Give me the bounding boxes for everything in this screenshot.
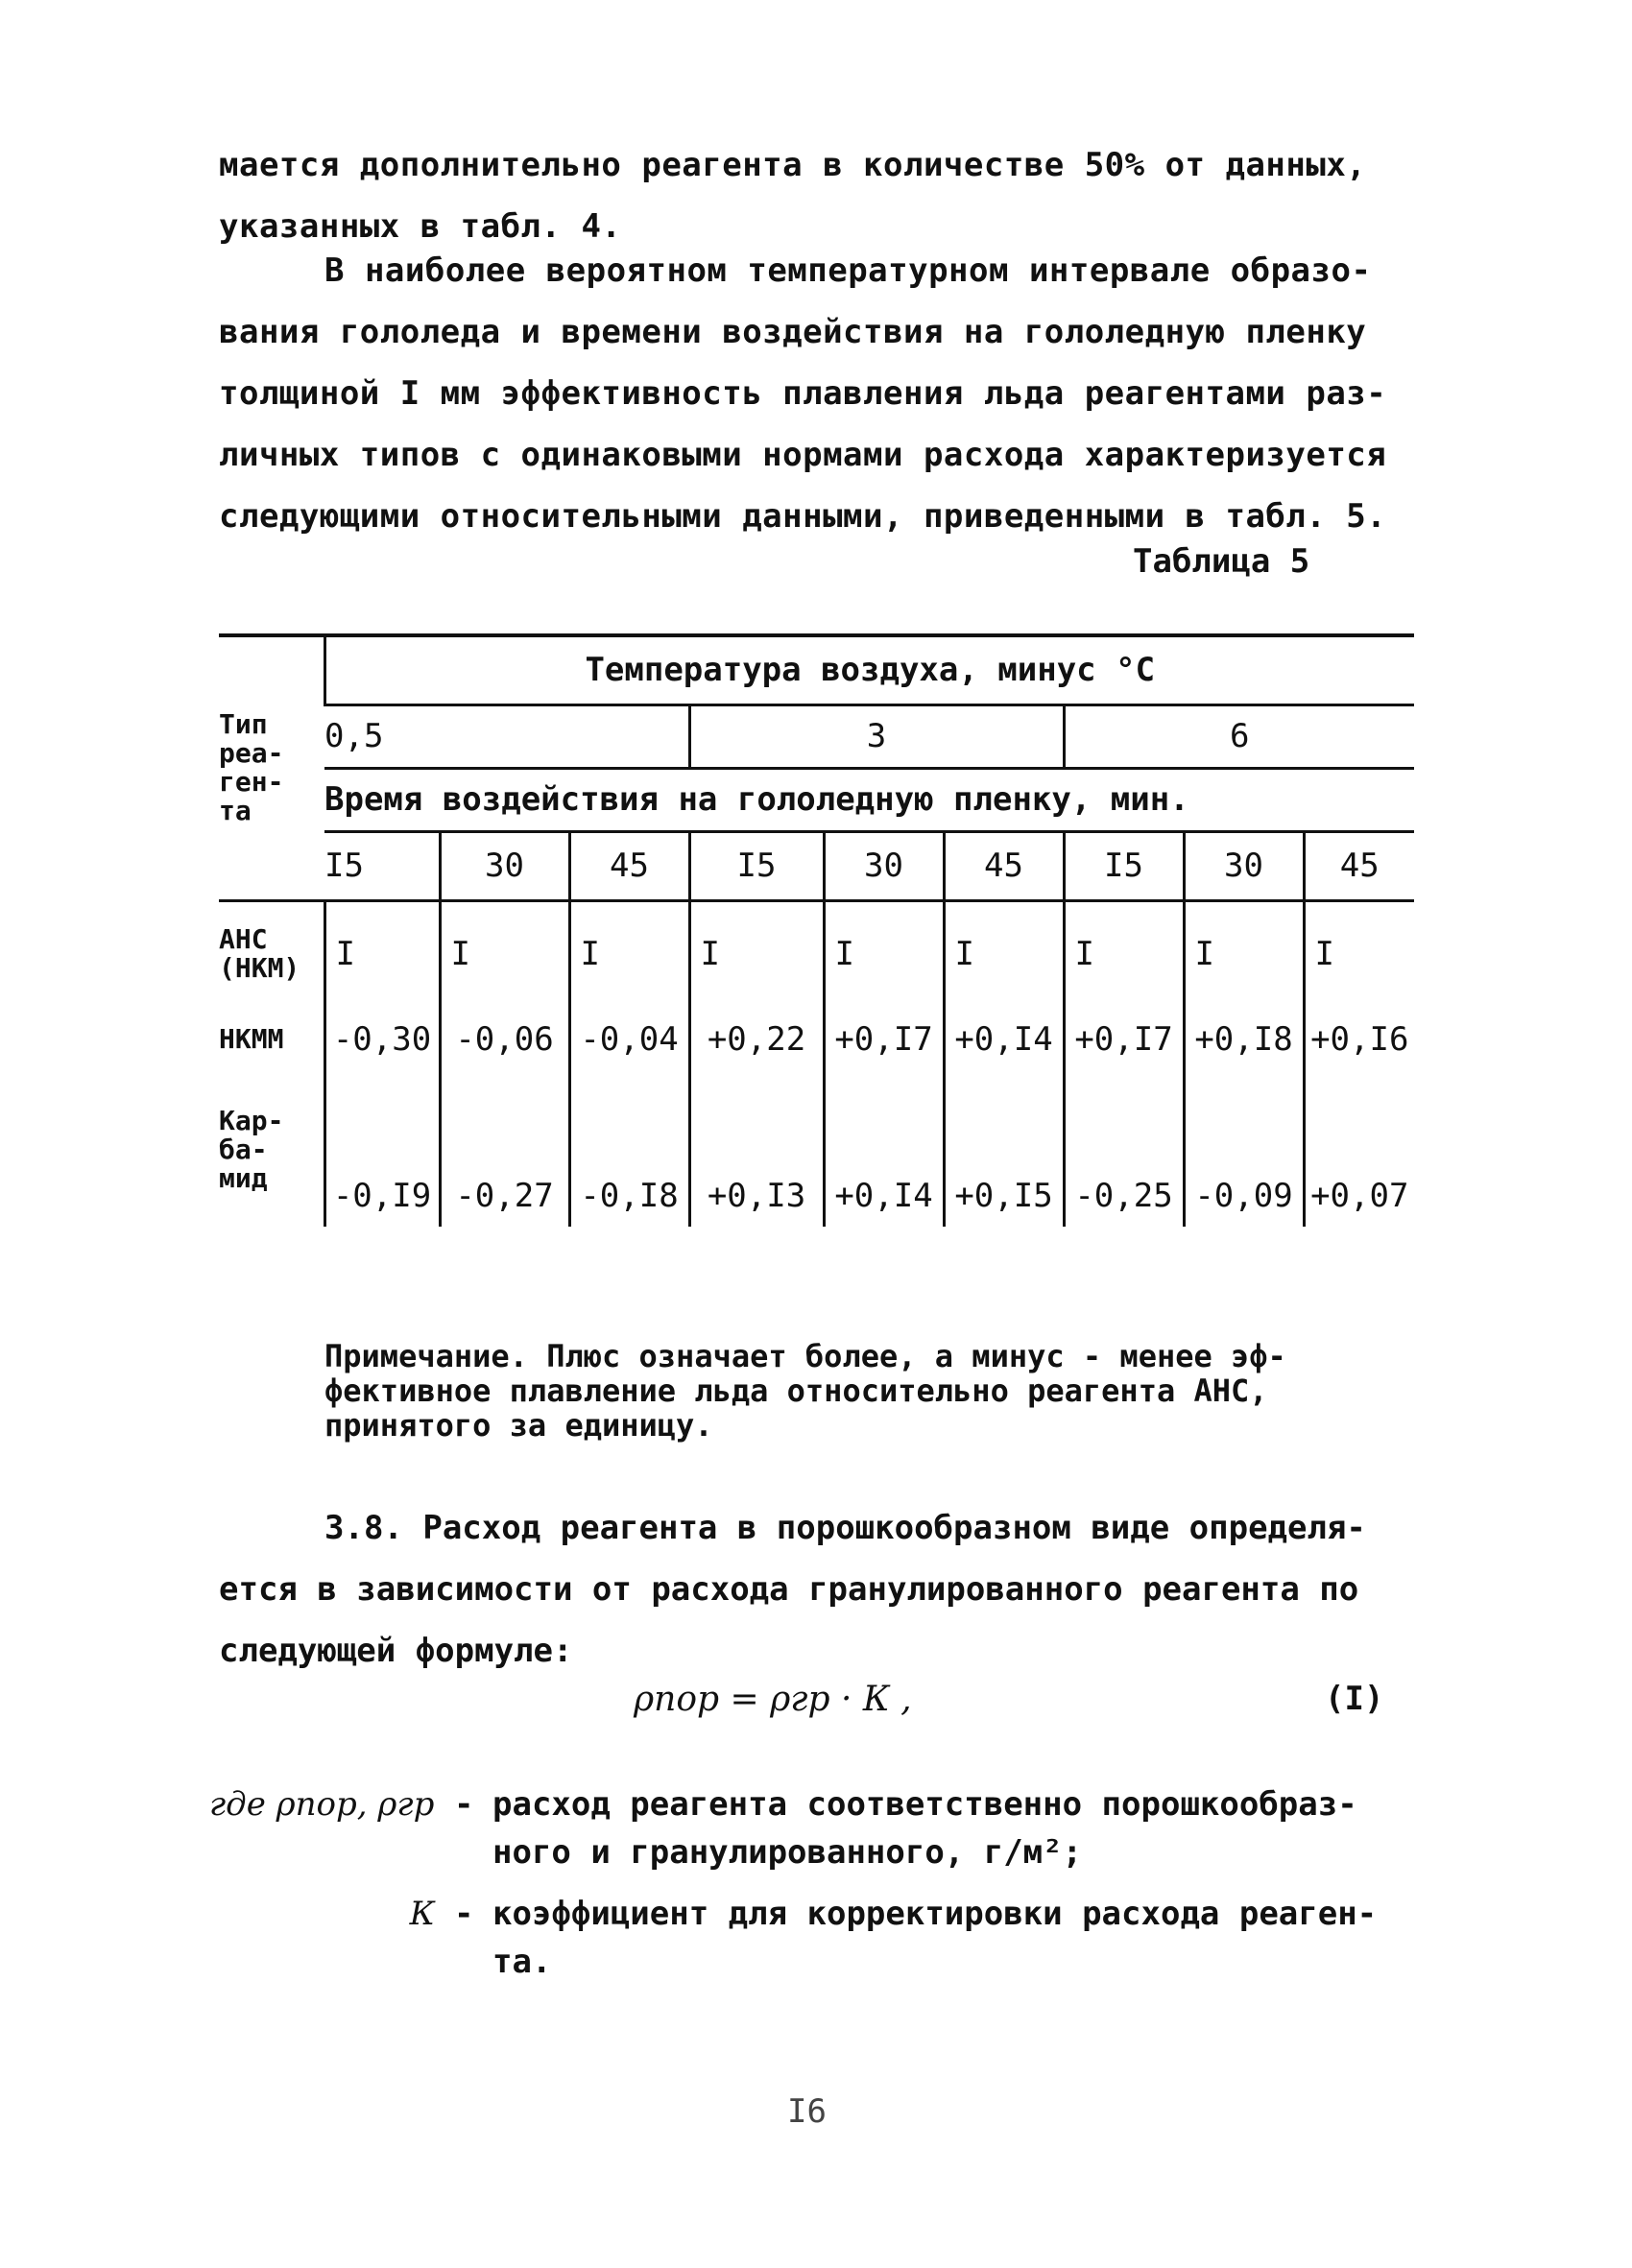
intro-paragraph bbox=[219, 134, 1409, 257]
note-line: Примечание. Плюс означает более, а минус - менее эф- bbox=[324, 1338, 1286, 1374]
value-cell: -0,06 bbox=[440, 1006, 569, 1073]
value-cell: -0,I8 bbox=[569, 1073, 689, 1227]
body-line: В наиболее вероятном температурном интервале образо- bbox=[324, 251, 1372, 290]
table-caption: Таблица 5 bbox=[1133, 542, 1310, 581]
formula: ρпор = ρгр · К , bbox=[634, 1680, 912, 1719]
body-line: следующими относительными данными, приведенными в табл. 5. bbox=[219, 497, 1387, 536]
value-cell: +0,I4 bbox=[824, 1073, 944, 1227]
time-row bbox=[219, 831, 1414, 900]
value-cell: +0,I8 bbox=[1184, 1006, 1304, 1073]
value-cell: +0,I5 bbox=[944, 1073, 1064, 1227]
definition-symbol: К bbox=[409, 1895, 435, 1933]
intro-line: указанных в табл. 4. bbox=[219, 207, 622, 246]
value-cell: -0,27 bbox=[440, 1073, 569, 1227]
time-cell: I5 bbox=[1064, 831, 1184, 900]
value-cell: -0,04 bbox=[569, 1006, 689, 1073]
temperature-row bbox=[219, 704, 1414, 768]
note-line: фективное плавление льда относительно реагента АНС, bbox=[324, 1373, 1268, 1409]
body-line: вания гололеда и времени воздействия на гололедную пленку bbox=[219, 313, 1367, 351]
row-label: АНС (НКМ) bbox=[219, 922, 300, 984]
page-number: I6 bbox=[787, 2092, 827, 2131]
table-header-row bbox=[219, 635, 1414, 704]
temperature-cell: 0,5 bbox=[324, 704, 689, 768]
value-cell: -0,I9 bbox=[324, 1073, 440, 1227]
definition-row bbox=[209, 1780, 1419, 1876]
value-cell: I bbox=[944, 900, 1064, 1006]
time-cell: 30 bbox=[440, 831, 569, 900]
table-note bbox=[324, 1339, 1409, 1443]
formula-number: (I) bbox=[1325, 1680, 1384, 1718]
definition-dash: - bbox=[454, 1785, 474, 1824]
value-cell: +0,I6 bbox=[1304, 1006, 1414, 1073]
temperature-cell: 6 bbox=[1064, 704, 1414, 768]
body-line: личных типов с одинаковыми нормами расхода характеризуется bbox=[219, 436, 1387, 474]
time-cell: 30 bbox=[1184, 831, 1304, 900]
section-line: 3.8. Расход реагента в порошкообразном виде определя- bbox=[324, 1509, 1366, 1547]
value-cell: +0,I4 bbox=[944, 1006, 1064, 1073]
temperature-cell: 3 bbox=[689, 704, 1064, 768]
body-line: толщиной I мм эффективность плавления льда реагентами раз- bbox=[219, 374, 1387, 413]
value-cell: I bbox=[1064, 900, 1184, 1006]
value-cell: I bbox=[569, 900, 689, 1006]
value-cell: +0,I7 bbox=[824, 1006, 944, 1073]
value-cell: I bbox=[824, 900, 944, 1006]
value-cell: -0,30 bbox=[324, 1006, 440, 1073]
table-row bbox=[219, 1073, 1414, 1227]
intro-line: мается дополнительно реагента в количестве 50% от данных, bbox=[219, 146, 1367, 184]
temperature-header: Температура воздуха, минус °С bbox=[324, 635, 1414, 704]
value-cell: I bbox=[1304, 900, 1414, 1006]
value-cell: +0,I3 bbox=[689, 1073, 824, 1227]
definition-symbol: где ρпор, ρгр bbox=[209, 1785, 435, 1824]
row-label: НКММ bbox=[219, 1023, 284, 1055]
value-cell: I bbox=[1184, 900, 1304, 1006]
definition-dash: - bbox=[454, 1895, 474, 1933]
section-line: следующей формуле: bbox=[219, 1632, 573, 1670]
reagent-type-header: Тип реа- ген- та bbox=[219, 635, 324, 900]
time-cell: I5 bbox=[689, 831, 824, 900]
value-cell: +0,I7 bbox=[1064, 1006, 1184, 1073]
value-cell: +0,07 bbox=[1304, 1073, 1414, 1227]
value-cell: I bbox=[689, 900, 824, 1006]
time-cell: 45 bbox=[1304, 831, 1414, 900]
value-cell: -0,25 bbox=[1064, 1073, 1184, 1227]
time-header-row bbox=[219, 768, 1414, 831]
value-cell: -0,09 bbox=[1184, 1073, 1304, 1227]
definitions-list bbox=[209, 1780, 1419, 1999]
body-paragraph bbox=[219, 240, 1409, 547]
time-header: Время воздействия на гололедную пленку, мин. bbox=[324, 768, 1414, 831]
table-row bbox=[219, 1006, 1414, 1073]
results-table bbox=[219, 633, 1414, 1227]
definition-text: коэффициент для корректировки расхода реаген- та. bbox=[492, 1895, 1378, 1981]
time-cell: 45 bbox=[944, 831, 1064, 900]
table-row bbox=[219, 900, 1414, 1006]
note-line: принятого за единицу. bbox=[324, 1407, 713, 1444]
time-cell: 45 bbox=[569, 831, 689, 900]
section-paragraph bbox=[219, 1497, 1409, 1682]
definition-text: расход реагента соответственно порошкообраз- ного и гранулированного, г/м²; bbox=[492, 1785, 1357, 1872]
value-cell: +0,22 bbox=[689, 1006, 824, 1073]
value-cell: I bbox=[440, 900, 569, 1006]
definition-row bbox=[209, 1890, 1419, 1986]
time-cell: 30 bbox=[824, 831, 944, 900]
section-line: ется в зависимости от расхода гранулированного реагента по bbox=[219, 1570, 1359, 1609]
row-label: Кар- ба- мид bbox=[219, 1105, 284, 1194]
time-cell: I5 bbox=[324, 831, 440, 900]
value-cell: I bbox=[324, 900, 440, 1006]
